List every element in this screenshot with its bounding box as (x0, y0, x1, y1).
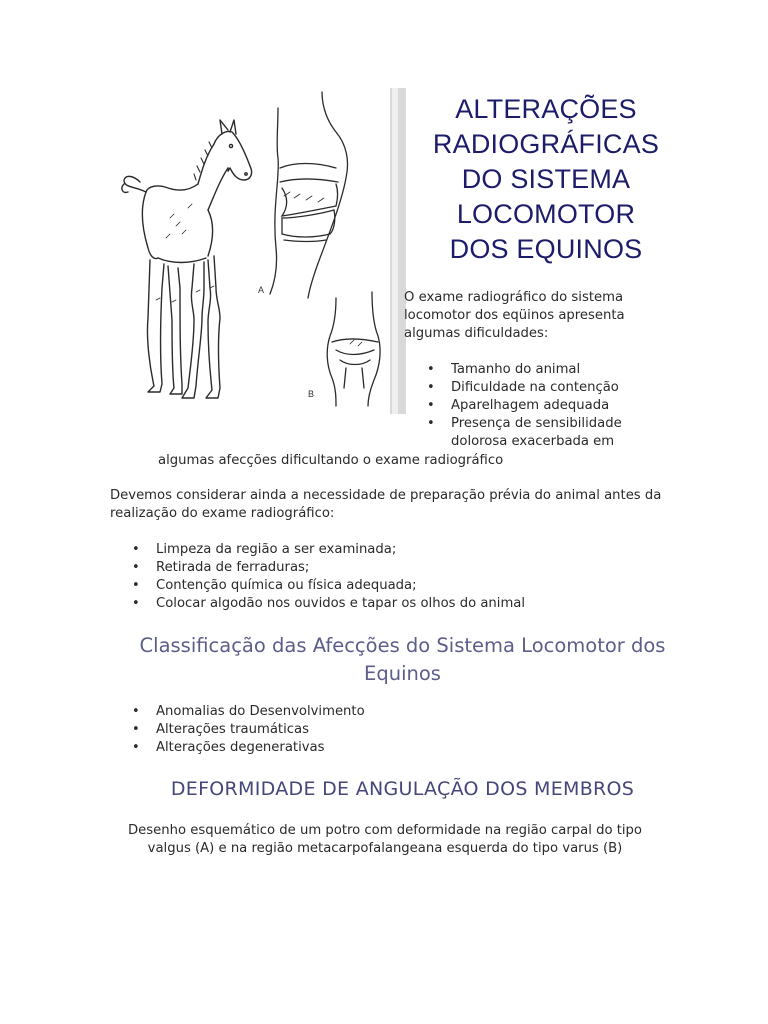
list-item: • Limpeza da região a ser examinada; (156, 541, 676, 559)
list-item: • Colocar algodão nos ouvidos e tapar os olhos do animal (156, 595, 676, 613)
title-line-2: RADIOGRÁFICAS (432, 129, 660, 159)
main-title (412, 92, 680, 267)
label-b: B (308, 389, 315, 399)
list-item: • Anomalias do Desenvolvimento (156, 703, 676, 721)
joint-sketch-b (327, 292, 380, 406)
classification-heading: Classificação das Afecções do Sistema Locomotor dos Equinos (139, 634, 666, 685)
title-line-4: LOCOMOTOR (456, 199, 636, 229)
classification-list (156, 703, 676, 757)
title-line-1: ALTERAÇÕES (455, 94, 637, 124)
foal-drawing (122, 120, 252, 398)
list-item: • Alterações traumáticas (156, 721, 676, 739)
list-item: • Alterações degenerativas (156, 739, 676, 757)
label-a: A (258, 285, 265, 295)
joint-sketch-a (270, 92, 348, 298)
list-item: • Aparelhagem adequada (451, 397, 681, 415)
intro-difficulties-list (451, 361, 681, 451)
foal-joint-illustration (110, 88, 406, 414)
title-line-3: DO SISTEMA (461, 164, 631, 194)
deformity-caption: Desenho esquemático de um potro com deformidade na região carpal do tipo valgus (A) e na região metacarpofalangeana esquerda do tipo varus (B) (127, 823, 642, 856)
preparation-paragraph: Devemos considerar ainda a necessidade de preparação prévia do animal antes da realização do exame radiográfico: (110, 488, 662, 521)
list-item: • Presença de sensibilidade dolorosa exacerbada em (451, 415, 681, 451)
intro-paragraph: O exame radiográfico do sistema locomotor dos eqüinos apresenta algumas dificuldades: (404, 290, 625, 341)
list-item: • Dificuldade na contenção (451, 379, 681, 397)
title-line-5: DOS EQUINOS (449, 234, 643, 264)
list-item: • Contenção química ou física adequada; (156, 577, 676, 595)
list-item: • Retirada de ferraduras; (156, 559, 676, 577)
deformity-heading: DEFORMIDADE DE ANGULAÇÃO DOS MEMBROS (170, 778, 635, 800)
preparation-list (156, 541, 676, 613)
list-item: • Tamanho do animal (451, 361, 681, 379)
intro-continuation: algumas afecções dificultando o exame radiográfico (158, 453, 504, 468)
